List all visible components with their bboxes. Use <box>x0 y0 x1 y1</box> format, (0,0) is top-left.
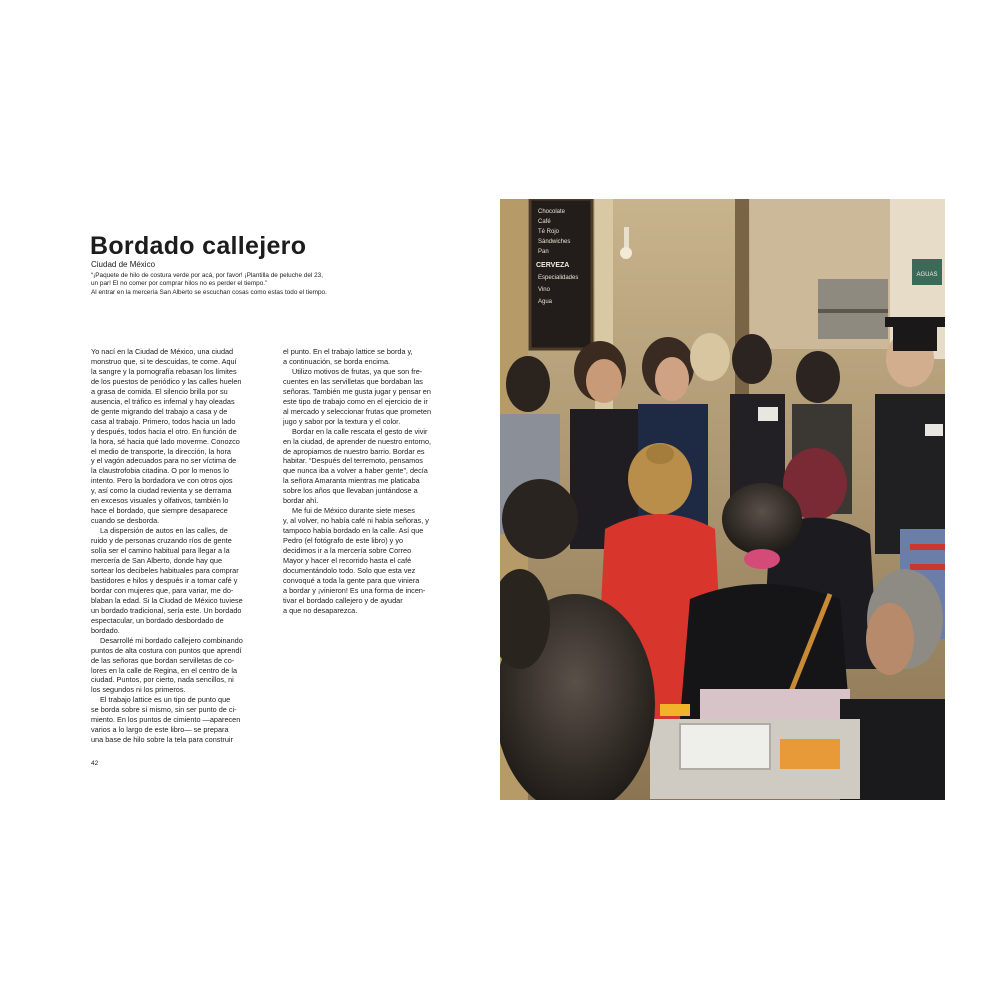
body-line: de apropiarnos de nuestro barrio. Bordar es <box>283 446 425 456</box>
body-paragraph <box>91 636 279 696</box>
body-line: bordado. <box>91 625 120 635</box>
body-line: Me fui de México durante siete meses <box>292 506 415 516</box>
article-title: Bordado callejero <box>90 232 307 260</box>
chalkboard-line: Té Rojo <box>538 229 560 235</box>
body-line: un bordado tradicional, sería este. Un bordado <box>91 605 242 615</box>
body-line: sortear los decibeles habituales para comprar <box>91 565 239 575</box>
body-line: a grasa de comida. El silencio brilla por su <box>91 386 228 396</box>
epigraph <box>91 272 381 297</box>
body-line: El trabajo lattice es un tipo de punto que <box>100 695 231 705</box>
body-line: la hora, sé hacia qué lado moverme. Conozco <box>91 436 240 446</box>
body-line: de gente migrando del trabajo a casa y de <box>91 406 228 416</box>
chalkboard-line: Café <box>538 219 551 225</box>
body-line: mercería de San Alberto, donde hay que <box>91 556 223 566</box>
body-line: a continuación, se borda encima. <box>283 356 391 366</box>
body-line: ciudad. Puntos, por cierto, nada sencillos, ni <box>91 675 234 685</box>
body-line: Mayor y hacer el recorrido hasta el café <box>283 556 412 566</box>
body-line: la sangre y la pornografía rebasan los límites <box>91 366 237 376</box>
body-line: Desarrollé mi bordado callejero combinando <box>100 635 243 645</box>
chalkboard-line: Pan <box>538 249 549 255</box>
body-paragraph <box>91 347 279 526</box>
body-line: solía ser el camino habitual para llegar a la <box>91 546 230 556</box>
body-line: intento. Pero la bordadora ve con otros ojos <box>91 476 233 486</box>
epigraph-line: un par! El no comer por comprar hilos no es perder el tiempo.” <box>91 280 268 288</box>
body-line: la claustrofobia citadina. O por lo menos lo <box>91 466 229 476</box>
body-line: decidimos ir a la mercería sobre Correo <box>283 546 412 556</box>
epigraph-line: “¡Paquete de hilo de costura verde por acá, por favor! ¡Plantilla de peluche del 23, <box>91 272 323 279</box>
body-line: una base de hilo sobre la tela para construir <box>91 735 233 745</box>
wall-sign-text: AGUAS <box>916 272 938 278</box>
body-line: documentándolo todo. Solo que esta vez <box>283 565 416 575</box>
chalkboard-line: Especialidades <box>538 275 579 281</box>
body-line: este tipo de trabajo como en el ejercicio de ir <box>283 396 428 406</box>
body-line: Pedro (el fotógrafo de este libro) y yo <box>283 536 404 546</box>
body-line: y después, todos hacia el otro. En función de <box>91 426 237 436</box>
body-line: lores en la calle de Regina, en el centro de la <box>91 665 238 675</box>
body-line: y, así como la ciudad revienta y se derrama <box>91 486 232 496</box>
body-line: de las señoras que bordan servilletas de co- <box>91 655 235 665</box>
body-line: bordar con mujeres que, para variar, me do- <box>91 585 234 595</box>
body-line: bordar ahí. <box>283 496 319 506</box>
body-line: tampoco había bordado en la calle. Así que <box>283 526 424 536</box>
body-line: la señora Amaranta mientras me platicaba <box>283 476 420 486</box>
body-line: miento. En los puntos de cimiento —aparecen <box>91 715 241 725</box>
body-line: a bordar y ¡vinieron! Es una forma de incen- <box>283 585 426 595</box>
chalkboard-line: CERVEZA <box>536 262 570 269</box>
body-line: el medio de transporte, la dirección, la hora <box>91 446 231 456</box>
body-line: y, al volver, no había café ni había señoras, y <box>283 516 429 526</box>
body-line: varios a lo largo de este libro— se prepara <box>91 725 229 735</box>
chalkboard-line: Vino <box>538 287 550 293</box>
body-line: puntos de alta costura con puntos que aprendí <box>91 645 242 655</box>
body-paragraph <box>283 506 471 615</box>
body-paragraph <box>91 695 279 745</box>
body-line: y el vagón adecuados para no ser víctima de <box>91 456 237 466</box>
body-paragraph <box>283 367 471 427</box>
body-line: ruido y de personas cruzando ríos de gente <box>91 536 232 546</box>
body-line: hace el bordado, que siempre desaparece <box>91 506 228 516</box>
body-line: habitar. “Después del terremoto, pensamos <box>283 456 423 466</box>
body-paragraph <box>283 347 471 367</box>
body-line: señoras. También me gusta jugar y pensar en <box>283 386 431 396</box>
body-line: bastidores e hilos y después ir a tomar café y <box>91 575 238 585</box>
body-line: convoqué a toda la gente para que viniera <box>283 575 420 585</box>
body-line: en la ciudad, de aprender de nuestro entorno, <box>283 436 432 446</box>
body-line: Bordar en la calle rescata el gesto de vivir <box>292 426 428 436</box>
body-line: cuando se desborda. <box>91 516 160 526</box>
body-line: los segundos ni los primeros. <box>91 685 186 695</box>
chalkboard-line: Agua <box>538 299 553 305</box>
body-line: en excesos visuales y olfativos, también lo <box>91 496 229 506</box>
page-number: 42 <box>91 760 99 767</box>
body-line: La dispersión de autos en las calles, de <box>100 526 228 536</box>
body-line: espectacular, un bordado desbordado de <box>91 615 224 625</box>
body-line: al mercado y seleccionar frutas que prometen <box>283 406 432 416</box>
body-line: el punto. En el trabajo lattice se borda y, <box>283 347 413 356</box>
body-paragraph <box>283 427 471 507</box>
body-line: sobre los años que llevaban juntándose a <box>283 486 418 496</box>
body-line: a que no desaparezca. <box>283 605 358 615</box>
chalkboard-line: Chocolate <box>538 209 566 215</box>
body-line: jugo y sabor por la textura y el color. <box>283 416 401 426</box>
body-line: tivar el bordado callejero y de ayudar <box>283 595 403 605</box>
photo-illustration <box>500 199 945 800</box>
body-line: Yo nací en la Ciudad de México, una ciudad <box>91 347 234 356</box>
body-line: blaban la edad. Si la Ciudad de México tuviese <box>91 595 243 605</box>
body-column-right <box>283 347 471 616</box>
body-line: se borda sobre sí mismo, sin ser punto de ci- <box>91 705 237 715</box>
chalkboard-menu <box>530 199 592 349</box>
article-subtitle: Ciudad de México <box>91 260 156 269</box>
epigraph-line: Al entrar en la mercería San Alberto se escuchan cosas como estas todo el tiempo. <box>91 288 327 296</box>
body-line: cuentes en las servilletas que bordaban las <box>283 376 423 386</box>
embroidery-gathering-photo <box>500 199 945 800</box>
body-paragraph <box>91 526 279 635</box>
body-line: ausencia, el tráfico es infernal y hay oleadas <box>91 396 235 406</box>
body-line: de los puestos de periódico y las calles huelen <box>91 376 242 386</box>
chalkboard-line: Sándwiches <box>538 239 571 245</box>
body-line: monstruo que, si te descuidas, te come. Aquí <box>91 356 237 366</box>
body-line: casa al trabajo. Primero, todos hacia un lado <box>91 416 236 426</box>
body-line: Utilizo motivos de frutas, ya que son fre- <box>292 366 423 376</box>
body-line: que nunca iba a volver a haber gente”, decía <box>283 466 428 476</box>
body-column-left <box>91 347 279 745</box>
